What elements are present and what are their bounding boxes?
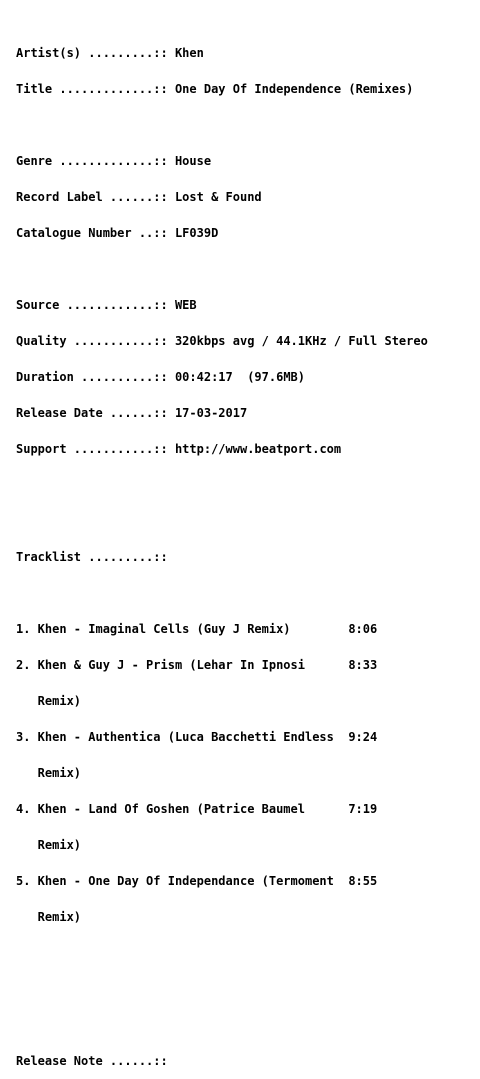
track-2-line-1: 2. Khen & Guy J - Prism (Lehar In Ipnosi 8:33: [16, 658, 378, 672]
catalogue-label: Catalogue Number ..::: [16, 226, 175, 240]
duration-row: [16, 371, 476, 383]
spacer: [16, 1019, 476, 1031]
artist-label: Artist(s) .........::: [16, 46, 175, 60]
spacer: [16, 983, 476, 995]
source-value: WEB: [174, 298, 197, 312]
spacer: [16, 263, 476, 275]
track-3-line-2: Remix): [16, 766, 82, 780]
spacer: [16, 515, 476, 527]
source-row: [16, 299, 476, 311]
spacer: [16, 119, 476, 131]
title-label: Title .............::: [16, 82, 175, 96]
spacer: [16, 479, 476, 491]
record-label-row: [16, 191, 476, 203]
quality-row: [16, 335, 476, 347]
genre-value: House: [174, 154, 212, 168]
track-4-line-2: Remix): [16, 838, 82, 852]
release-date-row: [16, 407, 476, 419]
catalogue-value: LF039D: [174, 226, 219, 240]
duration-label: Duration ..........::: [16, 370, 175, 384]
release-date-label: Release Date ......::: [16, 406, 175, 420]
track-4-line-1: 4. Khen - Land Of Goshen (Patrice Baumel 7:19: [16, 802, 378, 816]
catalogue-row: [16, 227, 476, 239]
artist-value: Khen: [174, 46, 204, 60]
support-row: [16, 443, 476, 455]
genre-label: Genre .............::: [16, 154, 175, 168]
source-label: Source ............::: [16, 298, 175, 312]
title-row: [16, 83, 476, 95]
record-label-label: Record Label ......::: [16, 190, 175, 204]
support-link: http://www.beatport.com: [174, 442, 342, 456]
title-value: One Day Of Independence (Remixes): [174, 82, 414, 96]
spacer: [16, 947, 476, 959]
spacer: [16, 587, 476, 599]
nfo-document: [16, 23, 476, 1079]
track-3-line-1: 3. Khen - Authentica (Luca Bacchetti Endless 9:24: [16, 730, 378, 744]
record-label-value: Lost & Found: [174, 190, 262, 204]
track-2-line-2: Remix): [16, 694, 82, 708]
track-1-line-1: 1. Khen - Imaginal Cells (Guy J Remix) 8:06: [16, 622, 378, 636]
quality-value: 320kbps avg / 44.1KHz / Full Stereo: [174, 334, 428, 348]
genre-row: [16, 155, 476, 167]
quality-label: Quality ...........::: [16, 334, 175, 348]
support-label: Support ...........::: [16, 442, 175, 456]
release-note-heading: Release Note ......::: [16, 1054, 168, 1068]
track-5-line-2: Remix): [16, 910, 82, 924]
track-5-line-1: 5. Khen - One Day Of Independance (Termoment 8:55: [16, 874, 378, 888]
artist-row: [16, 47, 476, 59]
release-date-value: 17-03-2017: [174, 406, 248, 420]
tracklist-heading: Tracklist .........::: [16, 550, 168, 564]
duration-value: 00:42:17 (97.6MB): [174, 370, 305, 384]
